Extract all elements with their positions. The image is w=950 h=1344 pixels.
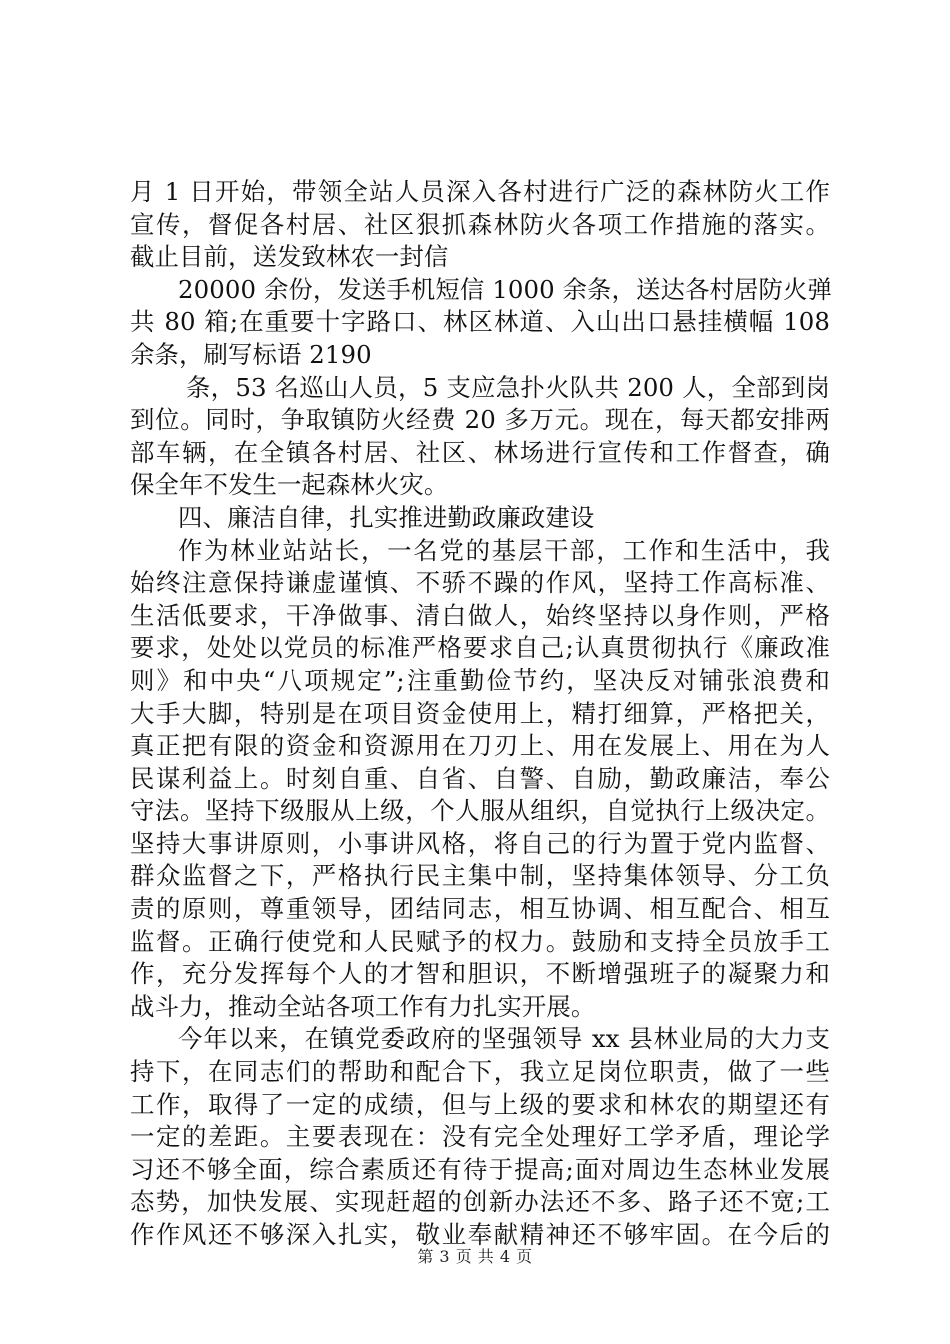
text-line: 守法。坚持下级服从上级，个人服从组织，自觉执行上级决定。 xyxy=(130,796,830,826)
text-line: 月 1 日开始，带领全站人员深入各村进行广泛的森林防火工作 xyxy=(130,177,830,206)
text-line: 到位。同时，争取镇防火经费 20 多万元。现在，每天都安排两 xyxy=(130,405,830,435)
text-line: 生活低要求，干净做事、清白做人，始终坚持以身作则，严格 xyxy=(130,600,830,630)
text-line: 则》和中央“八项规定”;注重勤俭节约，坚决反对铺张浪费和 xyxy=(130,665,830,695)
text-line: 持下，在同志们的帮助和配合下，我立足岗位职责，做了一些 xyxy=(130,1057,830,1087)
text-line: 坚持大事讲原则，小事讲风格，将自己的行为置于党内监督、 xyxy=(130,828,830,858)
text-line: 一定的差距。主要表现在：没有完全处理好工学矛盾，理论学 xyxy=(130,1122,830,1152)
text-line: 20000 余份，发送手机短信 1000 余条，送达各村居防火弹 xyxy=(178,274,832,304)
text-line: 民谋利益上。时刻自重、自省、自警、自励，勤政廉洁，奉公 xyxy=(130,763,830,793)
text-line: 责的原则，尊重领导，团结同志，相互协调、相互配合、相互 xyxy=(130,894,830,924)
text-line: 工作，取得了一定的成绩，但与上级的要求和林农的期望还有 xyxy=(130,1089,830,1119)
text-line: 态势，加快发展、实现赶超的创新办法还不多、路子还不宽;工 xyxy=(130,1187,830,1217)
text-line: 今年以来，在镇党委政府的坚强领导 xx 县林业局的大力支 xyxy=(178,1024,830,1054)
text-line: 始终注意保持谦虚谨慎、不骄不躁的作风，坚持工作高标准、 xyxy=(130,568,830,598)
text-line: 作为林业站站长，一名党的基层干部，工作和生活中，我 xyxy=(178,535,830,565)
text-line: 监督。正确行使党和人民赋予的权力。鼓励和支持全员放手工 xyxy=(130,926,830,956)
text-line: 真正把有限的资金和资源用在刀刃上、用在发展上、用在为人 xyxy=(130,731,830,761)
text-line: 习还不够全面，综合素质还有待于提高;面对周边生态林业发展 xyxy=(130,1154,830,1184)
text-line: 宣传，督促各村居、社区狠抓森林防火各项工作措施的落实。 xyxy=(130,209,830,239)
text-line: 作，充分发挥每个人的才智和胆识，不断增强班子的凝聚力和 xyxy=(130,959,830,989)
text-line: 共 80 箱;在重要十字路口、林区林道、入山出口悬挂横幅 108 xyxy=(130,307,830,337)
text-line: 截止目前，送发致林农一封信 xyxy=(130,242,449,272)
text-line: 战斗力，推动全站各项工作有力扎实开展。 xyxy=(130,991,596,1021)
text-line: 余条，刷写标语 2190 xyxy=(130,339,372,369)
text-line: 大手大脚，特别是在项目资金使用上，精打细算，严格把关， xyxy=(130,698,830,728)
document-body xyxy=(130,176,830,1252)
text-line: 要求，处处以党员的标准严格要求自己;认真贯彻执行《廉政准 xyxy=(130,633,830,663)
text-line: 作作风还不够深入扎实，敬业奉献精神还不够牢固。在今后的 xyxy=(130,1220,830,1249)
text-line: 条，53 名巡山人员，5 支应急扑火队共 200 人，全部到岗 xyxy=(186,372,830,402)
text-line: 群众监督之下，严格执行民主集中制，坚持集体领导、分工负 xyxy=(130,861,830,891)
text-line: 保全年不发生一起森林火灾。 xyxy=(130,470,449,500)
page-footer: 第 3 页 共 4 页 xyxy=(417,1247,533,1266)
section-heading: 四、廉洁自律，扎实推进勤政廉政建设 xyxy=(178,502,595,532)
text-line: 部车辆，在全镇各村居、社区、林场进行宣传和工作督查，确 xyxy=(130,437,830,467)
